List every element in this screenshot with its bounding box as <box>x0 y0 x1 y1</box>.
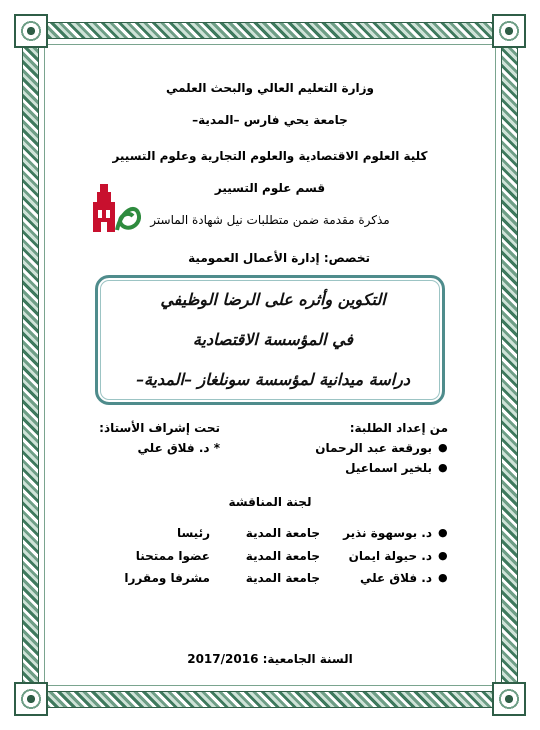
students-label: من إعداد الطلبة: <box>349 421 448 435</box>
bullet-icon: ● <box>438 441 448 454</box>
bullet-icon: ● <box>438 549 448 562</box>
department-name: قسم علوم التسيير <box>214 181 326 195</box>
frame-corner-ornament <box>492 14 526 48</box>
academic-year <box>0 652 540 666</box>
bullet-icon: ● <box>438 526 448 539</box>
frame-corner-ornament <box>14 682 48 716</box>
committee-member-university: جامعة المدية <box>245 549 320 563</box>
bullet-icon: ● <box>438 461 448 474</box>
ministry-name: وزارة التعليم العالي والبحث العلمي <box>165 81 375 95</box>
bullet-icon: ● <box>438 571 448 584</box>
committee-member-role: عضوا ممتحنا <box>135 549 210 563</box>
academic-year-value: 2017/2016 <box>187 652 259 666</box>
supervisor-label: تحت إشراف الأستاذ: <box>99 421 220 435</box>
faculty-name: كلية العلوم الاقتصادية والعلوم التجارية وعلوم التسيير <box>112 149 428 163</box>
university-name: جامعة يحي فارس –المدية– <box>192 113 348 127</box>
specialty-label: تخصص: إدارة الأعمال العمومية <box>188 251 370 265</box>
student-name: بلخير اسماعيل <box>345 461 432 475</box>
thesis-title-box <box>95 275 445 405</box>
thesis-note: مذكرة مقدمة ضمن متطلبات نيل شهادة الماستر <box>150 213 390 227</box>
committee-member-name: د. بوسهوة نذير <box>343 526 432 540</box>
committee-member-role: رئيسا <box>176 526 210 540</box>
committee-label: لجنة المناقشة <box>228 495 312 509</box>
committee-member-name: د. حيولة ايمان <box>348 549 432 563</box>
thesis-title-line3: دراسة ميدانية لمؤسسة سونلغاز –المدية– <box>135 370 411 389</box>
thesis-title-line2: في المؤسسة الاقتصادية <box>192 330 354 349</box>
committee-member-university: جامعة المدية <box>245 526 320 540</box>
supervisor-name: * د. فلاق علي <box>137 441 220 455</box>
frame-corner-ornament <box>492 682 526 716</box>
frame-corner-ornament <box>14 14 48 48</box>
thesis-title-line1: التكوين وأثره على الرضا الوظيفي <box>160 290 386 309</box>
academic-year-label: السنة الجامعية: <box>262 652 353 666</box>
committee-member-role: مشرفا ومقررا <box>124 571 210 585</box>
student-name: بورقعة عبد الرحمان <box>315 441 432 455</box>
university-logo-icon <box>91 180 141 236</box>
committee-member-name: د. فلاق علي <box>359 571 432 585</box>
committee-member-university: جامعة المدية <box>245 571 320 585</box>
